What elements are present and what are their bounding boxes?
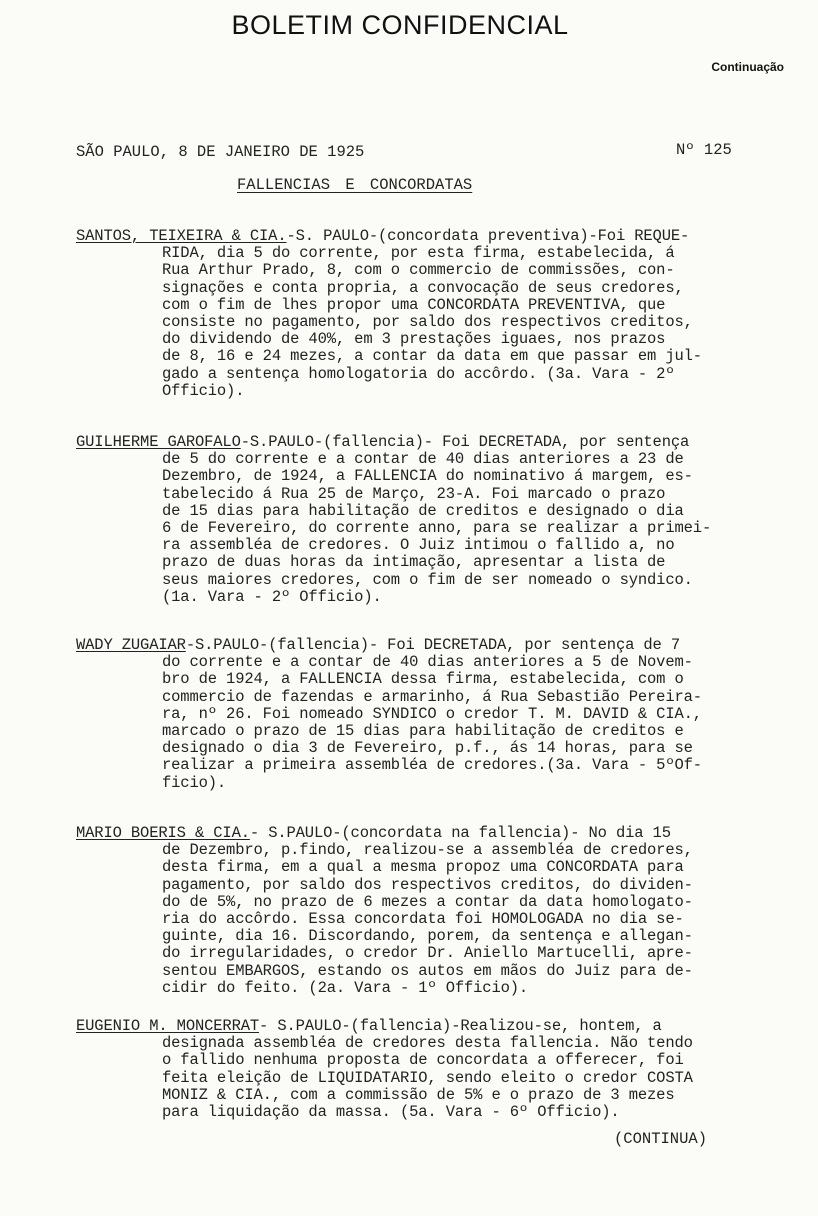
entry-line: o fallido nenhuma proposta de concordata a offerecer, foi [162, 1051, 684, 1070]
entry-line: gado a sentença homologatoria do accôrdo. (3a. Vara - 2º [162, 364, 675, 383]
entry-heading-text: -S.PAULO-(fallencia)- Foi DECRETADA, por sentença de 7 [185, 636, 681, 654]
entry-line: consiste no pagamento, por saldo dos respectivos creditos, [162, 313, 693, 332]
entry-line: de Dezembro, p.findo, realizou-se a assembléa de credores, [162, 841, 693, 860]
entry-line: (1a. Vara - 2º Officio). [162, 587, 382, 606]
entry-line: guinte, dia 16. Discordando, porem, da sentença e allegan- [162, 927, 693, 946]
entry-line: de 15 dias para habilitação de creditos e designado o dia [162, 501, 684, 520]
entry-line: designada assembléa de credores desta fallencia. Não tendo [162, 1034, 693, 1053]
entry-heading-text: - S.PAULO-(concordata na fallencia)- No dia 15 [249, 824, 671, 842]
entry-line: RIDA, dia 5 do corrente, por esta firma, estabelecida, á [162, 244, 675, 263]
entry-line: designado o dia 3 de Fevereiro, p.f., ás 14 horas, para se [162, 739, 693, 758]
entry-line: cidir do feito. (2a. Vara - 1º Officio). [162, 978, 529, 997]
entry-line: com o fim de lhes propor uma CONCORDATA PREVENTIVA, que [162, 295, 666, 314]
entry-line: do corrente e a contar de 40 dias anteriores a 5 de Novem- [162, 653, 693, 672]
entry-line: MONIZ & CIA., com a commissão de 5% e o prazo de 3 mezes [162, 1085, 675, 1104]
entry-line: bro de 1924, a FALLENCIA dessa firma, estabelecida, com o [162, 670, 684, 689]
page-title: BOLETIM CONFIDENCIAL [231, 10, 569, 40]
entry-line: sentou EMBARGOS, estando os autos em mãos do Juiz para de- [162, 961, 693, 980]
entry [76, 825, 766, 997]
entry-name: MARIO BOERIS & CIA. [76, 824, 250, 842]
entry [76, 228, 766, 400]
entry-line: 6 de Fevereiro, do corrente anno, para se realizar a primei- [162, 519, 712, 538]
entry-name: WADY ZUGAIAR [76, 636, 186, 654]
continuation-label: Continuação [711, 60, 784, 74]
entry-line: Rua Arthur Prado, 8, com o commercio de commissões, con- [162, 261, 675, 280]
dateline: SÃO PAULO, 8 DE JANEIRO DE 1925 [76, 143, 365, 161]
entry-first-line [76, 434, 766, 451]
entry-line: realizar a primeira assembléa de credores.(3a. Vara - 5ºOf- [162, 756, 702, 775]
entry-line: feita eleição de LIQUIDATARIO, sendo eleito o credor COSTA [162, 1068, 693, 1087]
entry-first-line [76, 637, 766, 654]
entry-name: EUGENIO M. MONCERRAT [76, 1017, 260, 1035]
entry-line: desta firma, em a qual a mesma propoz uma CONCORDATA para [162, 858, 684, 877]
entry-line: ria do accôrdo. Essa concordata foi HOMOLOGADA no dia se- [162, 910, 684, 929]
entry [76, 637, 766, 792]
entry-heading-text: -S. PAULO-(concordata preventiva)-Foi REQUE- [286, 227, 690, 245]
entry-first-line [76, 1018, 766, 1035]
entry-line: seus maiores credores, com o fim de ser nomeado o syndico. [162, 570, 693, 589]
entry [76, 434, 766, 606]
section-heading: FALLENCIAS E CONCORDATAS [237, 176, 473, 194]
entry-line: do irregularidades, o credor Dr. Aniello Martucelli, apre- [162, 944, 693, 963]
entry-line: de 5 do corrente e a contar de 40 dias anteriores a 23 de [162, 450, 684, 469]
entry-line: prazo de duas horas da intimação, apresentar a lista de [162, 553, 666, 572]
entry-name: GUILHERME GAROFALO [76, 433, 241, 451]
entry-line: do dividendo de 40%, em 3 prestações iguaes, nos prazos [162, 330, 666, 349]
bulletin-number: Nº 125 [676, 141, 732, 159]
entry-line: marcado o prazo de 15 dias para habilitação de creditos e [162, 722, 684, 741]
entry-first-line [76, 228, 766, 245]
entry-first-line [76, 825, 766, 842]
entry-line: pagamento, por saldo dos respectivos creditos, do dividen- [162, 875, 693, 894]
entry-name: SANTOS, TEIXEIRA & CIA. [76, 227, 287, 245]
entry-line: commercio de fazendas e armarinho, á Rua Sebastião Pereira- [162, 687, 702, 706]
entry [76, 1018, 766, 1121]
entry-line: de 8, 16 e 24 mezes, a contar da data em que passar em jul- [162, 347, 702, 366]
entry-heading-text: -S.PAULO-(fallencia)- Foi DECRETADA, por sentença [240, 433, 690, 451]
entry-line: ra assembléa de credores. O Juiz intimou o fallido a, no [162, 536, 675, 555]
continua-label: (CONTINUA) [614, 1130, 708, 1148]
entry-line: ficio). [162, 773, 227, 792]
entry-line: signações e conta propria, a convocação de seus credores, [162, 278, 684, 297]
entry-line: Officio). [162, 381, 245, 400]
entry-line: tabelecido á Rua 25 de Março, 23-A. Foi marcado o prazo [162, 484, 666, 503]
entry-line: do de 5%, no prazo de 6 mezes a contar da data homologato- [162, 892, 693, 911]
entry-heading-text: - S.PAULO-(fallencia)-Realizou-se, hontem, a [259, 1017, 662, 1035]
entry-line: ra, nº 26. Foi nomeado SYNDICO o credor T. M. DAVID & CIA., [162, 704, 702, 723]
entry-line: para liquidação da massa. (5a. Vara - 6º Officio). [162, 1103, 620, 1122]
entry-line: Dezembro, de 1924, a FALLENCIA do nominativo á margem, es- [162, 467, 693, 486]
